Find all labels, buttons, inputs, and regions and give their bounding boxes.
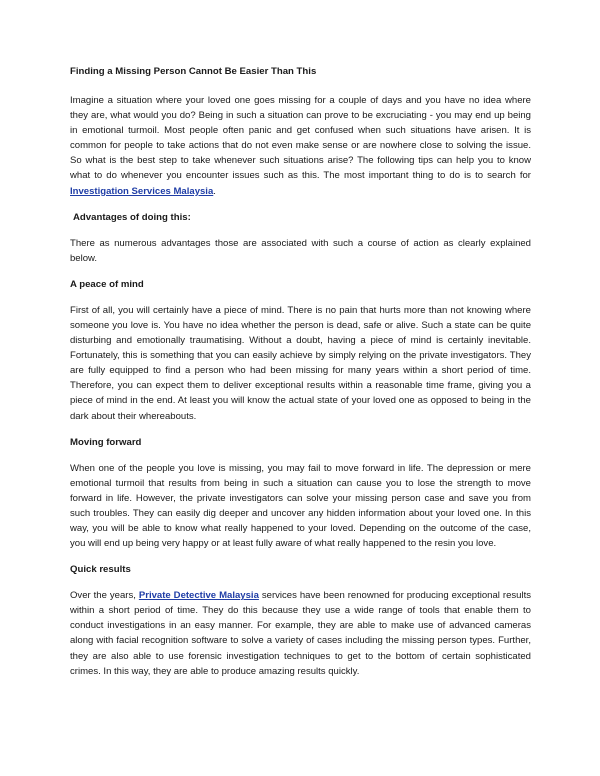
peace-of-mind-paragraph: First of all, you will certainly have a piece of mind. There is no pain that hurts more than not knowing where someone you love is. You have no idea whether the person is dead, safe or alive. Such a state can be quite disturbing and emotionally traumatising. Without a doubt, having a piece of mind is certainly inevitable. Fortunately, this is something that you can easily achieve by simply relying on the private investigators. They are fully equipped to find a person who had been missing for many years within a short period of time. Therefore, you can expect them to deliver exceptional results within a reasonable time frame, giving you a piece of mind in the end. At least you will know the actual state of your loved one as opposed to being in the dark about their whereabouts. [70, 304, 531, 422]
quick-results-heading: Quick results [70, 564, 131, 576]
investigation-services-link[interactable]: Investigation Services Malaysia [70, 185, 214, 197]
private-detective-link[interactable]: Private Detective Malaysia [138, 590, 259, 602]
quick-results-text-end: services have been renowned for producing exceptional results within a short period of time. They do this because they use a wide range of tools that enable them to conduct investigations in an easy manner. For example, they are able to make use of advanced cameras along with facial recognition software to solve a variety of cases including the missing person types. Further, they are also able to use forensic investigation techniques to get to the bottom of certain sophisticated crimes. In this way, they are able to produce amazing results quickly. [70, 590, 532, 677]
moving-forward-heading: Moving forward [70, 436, 142, 448]
peace-of-mind-heading: A peace of mind [70, 278, 144, 290]
advantages-paragraph: There as numerous advantages those are associated with such a course of action as clearly explained below. [70, 237, 531, 264]
quick-results-text: Over the years, [70, 590, 139, 602]
intro-paragraph [70, 93, 531, 199]
document-title: Finding a Missing Person Cannot Be Easier Than This [70, 66, 317, 77]
moving-forward-paragraph: When one of the people you love is missing, you may fail to move forward in life. The depression or mere emotional turmoil that results from being in such a situation can cause you to lose the strength to move forward in life. However, the private investigators can solve your missing person case and save you from such troubles. They can easily dig deeper and uncover any hidden information about your loved one. In this way, you will be able to know what really happened to your loved. Depending on the outcome of the case, you will end up being very happy or at least fully aware of what really happened to the resin you love. [70, 462, 531, 550]
intro-text: Imagine a situation where your loved one goes missing for a couple of days and you have no idea where they are, what would you do? Being in such a situation can prove to be excruciating - you may end up being in emotional turmoil. Most people often panic and get confused when such situations have arisen. It is common for people to take actions that do not even make sense or are nowhere close to solving the issue. So what is the best step to take whenever such situations arise? The following tips can help you to know what to do whenever you encounter issues such as this. The most important thing to do is to search for [70, 95, 531, 182]
intro-text-end: . [213, 185, 216, 197]
document-page [70, 64, 531, 690]
advantages-heading: Advantages of doing this: [73, 211, 191, 223]
quick-results-paragraph [70, 588, 531, 679]
